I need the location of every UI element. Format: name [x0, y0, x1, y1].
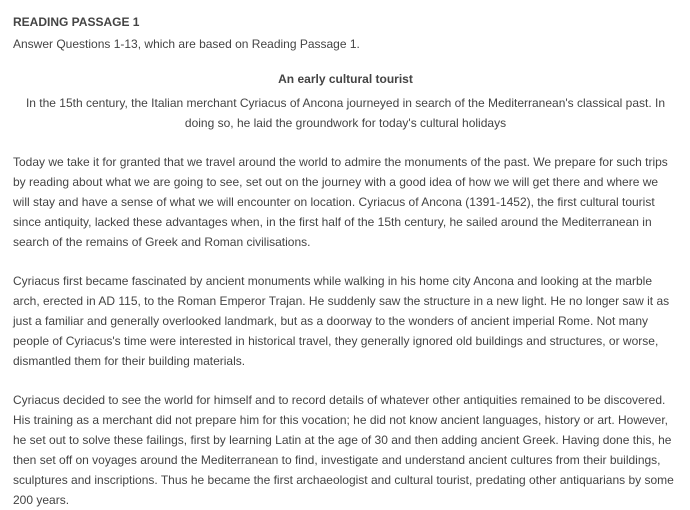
paragraph-1: Today we take it for granted that we travel around the world to admire the monuments of the past. We prepare for such trips by reading about what we are going to see, set out on the journey with a good idea of how we will get there and where we will stay and have a sense of what we will encounter on location. Cyriacus of Ancona (1391-1452), the first cultural tourist since antiquity, lacked these advantages when, in the first half of the 15th century, he sailed around the Mediterranean in search of the remains of Greek and Roman civilisations.	[13, 155, 668, 249]
passage-subtitle: In the 15th century, the Italian merchant Cyriacus of Ancona journeyed in search of the Mediterranean's classical past. In doing so, he laid the groundwork for today's cultural holidays	[25, 96, 666, 130]
passage-heading: READING PASSAGE 1	[13, 15, 140, 29]
paragraph-3: Cyriacus decided to see the world for himself and to record details of whatever other antiquities remained to be discovered. His training as a merchant did not prepare him for this vocation; he did not know ancient languages, history or art. However, he set out to solve these failings, first by learning Latin at the age of 30 and then adding ancient Greek. Having done this, he then set off on voyages around the Mediterranean to find, investigate and understand ancient cultures from their buildings, sculptures and inscriptions. Thus he became the first archaeologist and cultural tourist, predating other antiquarians by some 200 years.	[13, 393, 674, 507]
passage-title: An early cultural tourist	[278, 72, 413, 86]
passage-instructions: Answer Questions 1-13, which are based on Reading Passage 1.	[13, 37, 360, 51]
paragraph-2: Cyriacus first became fascinated by ancient monuments while walking in his home city Ancona and looking at the marble arch, erected in AD 115, to the Roman Emperor Trajan. He suddenly saw the structure in a new light. He no longer saw it as just a familiar and generally overlooked landmark, but as a doorway to the wonders of ancient imperial Rome. Not many people of Cyriacus's time were interested in historical travel, they generally ignored old buildings and structures, or worse, dismantled them for their building materials.	[13, 274, 670, 368]
